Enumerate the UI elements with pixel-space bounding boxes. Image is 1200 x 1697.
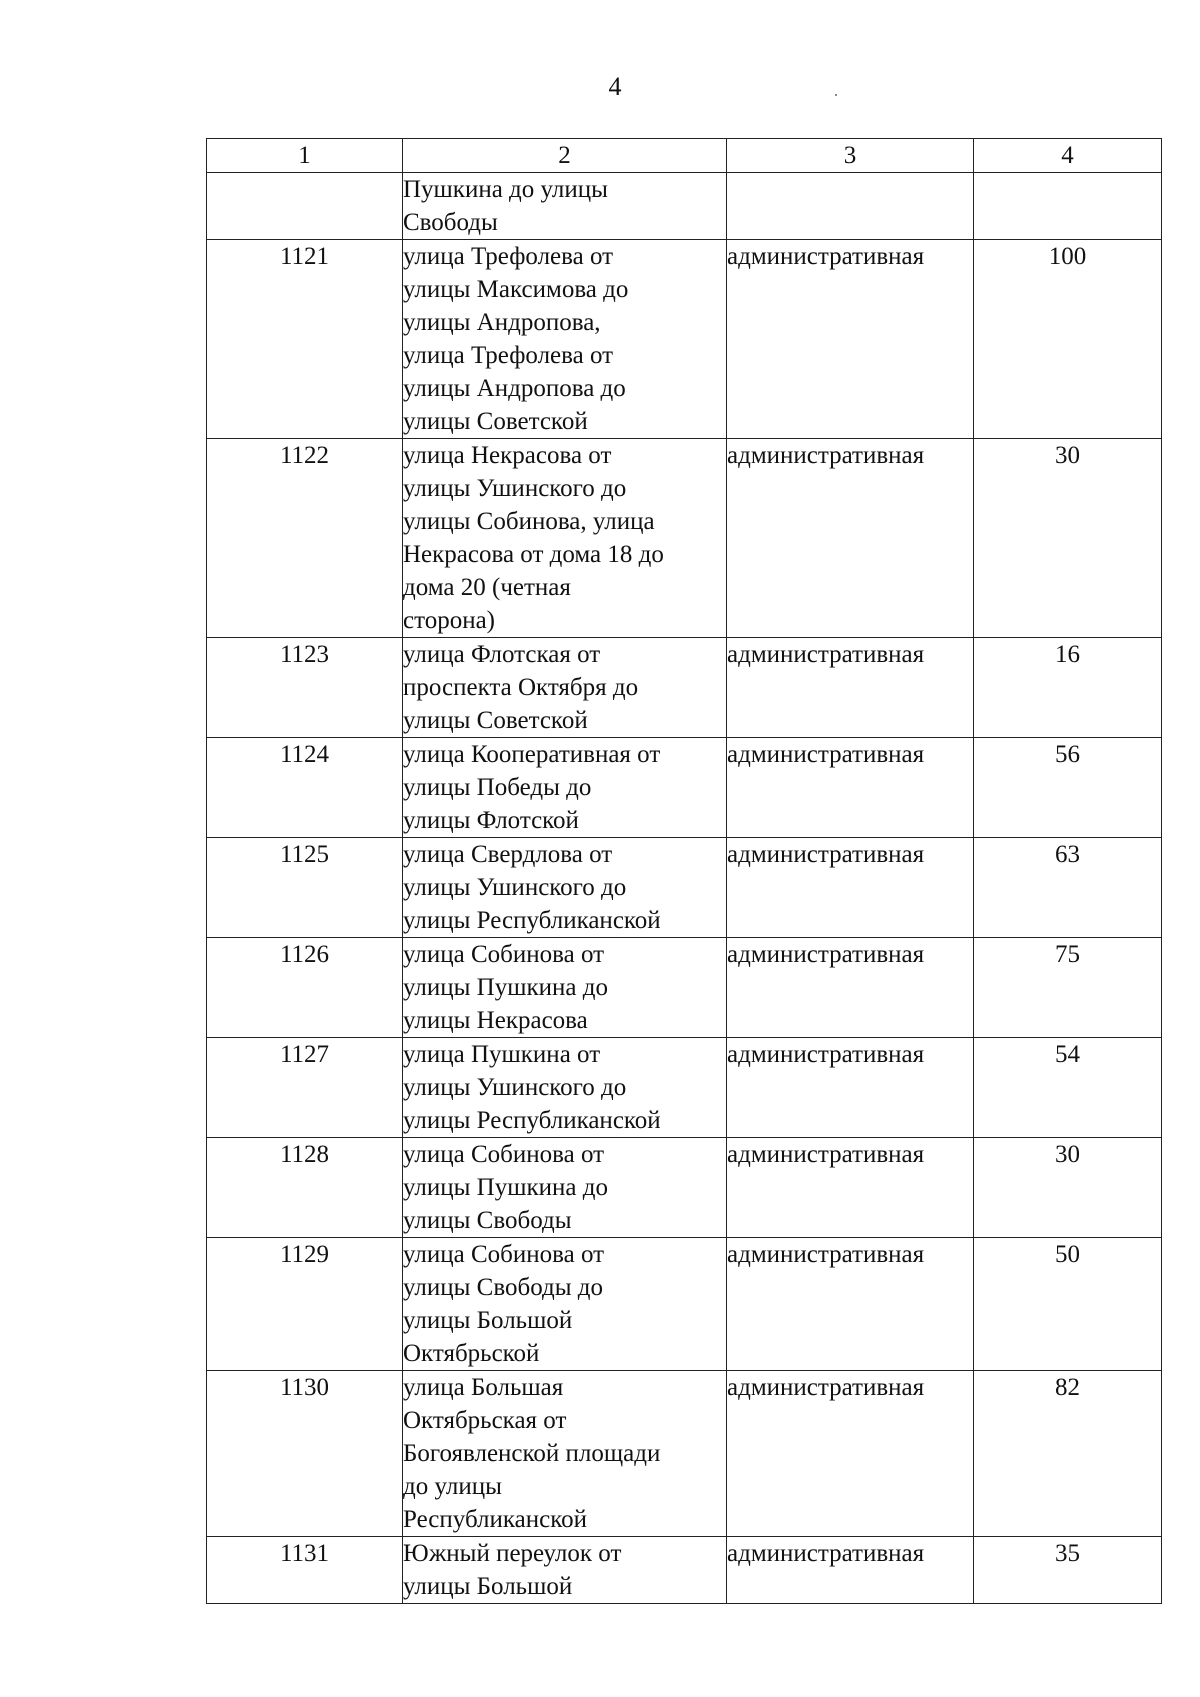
- street-description-cell: улица Свердлова от улицы Ушинского до улицы Республиканской: [403, 838, 727, 938]
- road-type-cell: [727, 173, 974, 240]
- road-type-cell: административная: [727, 240, 974, 439]
- table-row: [207, 1371, 1162, 1537]
- table-body: [207, 173, 1162, 1604]
- street-description-cell: улица Собинова от улицы Пушкина до улицы Некрасова: [403, 938, 727, 1038]
- value-cell: 16: [974, 638, 1162, 738]
- value-cell: 30: [974, 439, 1162, 638]
- street-description-cell: улица Собинова от улицы Свободы до улицы Большой Октябрьской: [403, 1238, 727, 1371]
- table-row: [207, 240, 1162, 439]
- value-cell: 56: [974, 738, 1162, 838]
- value-cell: 50: [974, 1238, 1162, 1371]
- row-number-cell: 1126: [207, 938, 403, 1038]
- row-number-cell: 1131: [207, 1537, 403, 1604]
- page-number: 4: [608, 72, 622, 101]
- street-description-cell: улица Пушкина от улицы Ушинского до улицы Республиканской: [403, 1038, 727, 1138]
- road-type-cell: административная: [727, 1371, 974, 1537]
- table-header-row: [207, 139, 1162, 173]
- table-row: [207, 938, 1162, 1038]
- street-description-cell: улица Кооперативная от улицы Победы до улицы Флотской: [403, 738, 727, 838]
- row-number-cell: 1127: [207, 1038, 403, 1138]
- row-number-cell: 1128: [207, 1138, 403, 1238]
- street-description-cell: улица Большая Октябрьская от Богоявленской площади до улицы Республиканской: [403, 1371, 727, 1537]
- street-description-cell: улица Трефолева от улицы Максимова до улицы Андропова, улица Трефолева от улицы Андропова до улицы Советской: [403, 240, 727, 439]
- row-number-cell: 1122: [207, 439, 403, 638]
- table-row: [207, 173, 1162, 240]
- road-type-cell: административная: [727, 838, 974, 938]
- table-row: [207, 838, 1162, 938]
- street-description-cell: улица Некрасова от улицы Ушинского до улицы Собинова, улица Некрасова от дома 18 до дома 20 (четная сторона): [403, 439, 727, 638]
- table-row: [207, 1537, 1162, 1604]
- value-cell: [974, 173, 1162, 240]
- column-header: 3: [727, 139, 974, 173]
- value-cell: 82: [974, 1371, 1162, 1537]
- table-row: [207, 1038, 1162, 1138]
- row-number-cell: 1129: [207, 1238, 403, 1371]
- street-description-cell: улица Флотская от проспекта Октября до улицы Советской: [403, 638, 727, 738]
- value-cell: 100: [974, 240, 1162, 439]
- column-header: 2: [403, 139, 727, 173]
- value-cell: 35: [974, 1537, 1162, 1604]
- row-number-cell: 1123: [207, 638, 403, 738]
- value-cell: 63: [974, 838, 1162, 938]
- row-number-cell: 1130: [207, 1371, 403, 1537]
- value-cell: 75: [974, 938, 1162, 1038]
- road-type-cell: административная: [727, 439, 974, 638]
- road-type-cell: административная: [727, 1038, 974, 1138]
- row-number-cell: 1124: [207, 738, 403, 838]
- street-description-cell: Пушкина до улицы Свободы: [403, 173, 727, 240]
- road-type-cell: административная: [727, 1138, 974, 1238]
- road-type-cell: административная: [727, 1238, 974, 1371]
- road-type-cell: административная: [727, 1537, 974, 1604]
- road-type-cell: административная: [727, 638, 974, 738]
- scan-speck: [835, 94, 837, 96]
- document-table: [206, 138, 1162, 1604]
- value-cell: 30: [974, 1138, 1162, 1238]
- row-number-cell: 1125: [207, 838, 403, 938]
- row-number-cell: [207, 173, 403, 240]
- street-description-cell: улица Собинова от улицы Пушкина до улицы Свободы: [403, 1138, 727, 1238]
- column-header: 4: [974, 139, 1162, 173]
- road-type-cell: административная: [727, 738, 974, 838]
- value-cell: 54: [974, 1038, 1162, 1138]
- table-row: [207, 738, 1162, 838]
- column-header: 1: [207, 139, 403, 173]
- table-row: [207, 1238, 1162, 1371]
- table-row: [207, 638, 1162, 738]
- row-number-cell: 1121: [207, 240, 403, 439]
- table-row: [207, 439, 1162, 638]
- road-type-cell: административная: [727, 938, 974, 1038]
- street-description-cell: Южный переулок от улицы Большой: [403, 1537, 727, 1604]
- table-row: [207, 1138, 1162, 1238]
